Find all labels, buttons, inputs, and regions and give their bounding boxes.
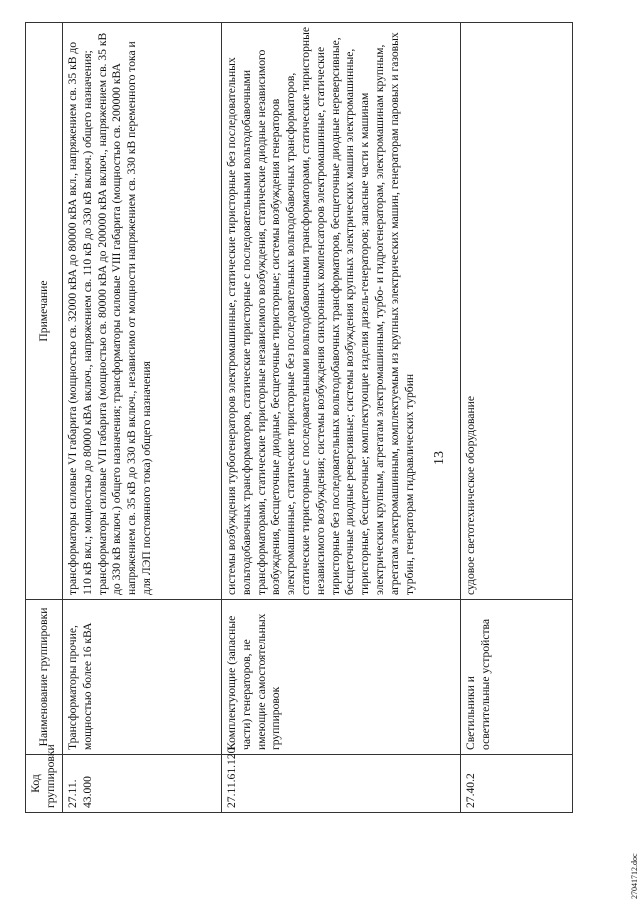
table-row: [222, 23, 461, 813]
table-row: [461, 23, 573, 813]
cell-name: Светильники и осветительные устройства: [461, 600, 573, 755]
cell-name: Комплектующие (запасные части) генераторов, не имеющие самостоятельных группировок: [222, 600, 461, 755]
table-header-row: [26, 23, 63, 813]
cell-code: 27.40.2: [461, 755, 573, 813]
cell-name: Трансформаторы прочие, мощностью более 16 кВА: [63, 600, 222, 755]
cell-note: системы возбуждения турбогенераторов электромашинные, статические тиристорные без последовательных вольтодобавочных трансформаторов, статические тиристорные с последовательными вольтодобавочными трансформаторами, статические тиристорные независимого возбуждения, статические диодные независимого возбуждения, бесщеточные диодные, бесщеточные тиристорные; системы возбуждения генераторов электромашинные, статические тиристорные без последовательных вольтодобавочных трансформаторов, статические тиристорные с последовательными вольтодобавочными трансформаторами, статические тиристорные независимого возбуждения; системы возбуждения синхронных компенсаторов электромашинные, статические тиристорные без последовательных вольтодобавочных трансформаторов, бесщеточные диодные нереверсивные, бесщеточные диодные реверсивные; системы возбуждения крупных электрических машин электромашинные, тиристорные, бесщеточные; комплектующие изделия дизель-генераторов; запасные части к машинам электрическим крупным, агрегатам электромашинным, турбо- и гидрогенераторам, электромашинам крупным, агрегатам электромашинным, комплектуемым из крупных электрических машин, генераторам паровых и газовых турбин, генераторам гидравлических турбин: [222, 23, 461, 600]
page-number: 13: [432, 451, 447, 465]
cell-note: судовое светотехническое оборудование: [461, 23, 573, 600]
header-code: Код группировки: [26, 755, 63, 813]
header-name: Наименование группировки: [26, 600, 63, 755]
classification-table: [25, 22, 573, 813]
header-note: Примечание: [26, 23, 63, 600]
cell-code: 27.11.61.120: [222, 755, 461, 813]
footer-filename: 27041712.doc: [630, 853, 639, 899]
table-row: [63, 23, 222, 813]
cell-note: трансформаторы силовые VI габарита (мощностью св. 32000 кВА до 80000 кВА вкл., напряжением св. 35 кВ до 110 кВ вкл.; мощностью до 80000 кВА включ., напряжением св. 110 кВ до 330 кВ включ.) общего назначения; трансформаторы силовые VII габарита (мощностью св. 80000 кВА до 200000 кВА включ., напряжением св. 35 кВ до 330 кВ включ.) общего назначения; трансформаторы силовые VIII габарита (мощностью св. 200000 кВА напряжением св. 35 кВ до 330 кВ включ., независимо от мощности напряжением св. 330 кВ переменного тока и для ЛЭП постоянного тока) общего назначения: [63, 23, 222, 600]
cell-code: 27.11. 43.000: [63, 755, 222, 813]
